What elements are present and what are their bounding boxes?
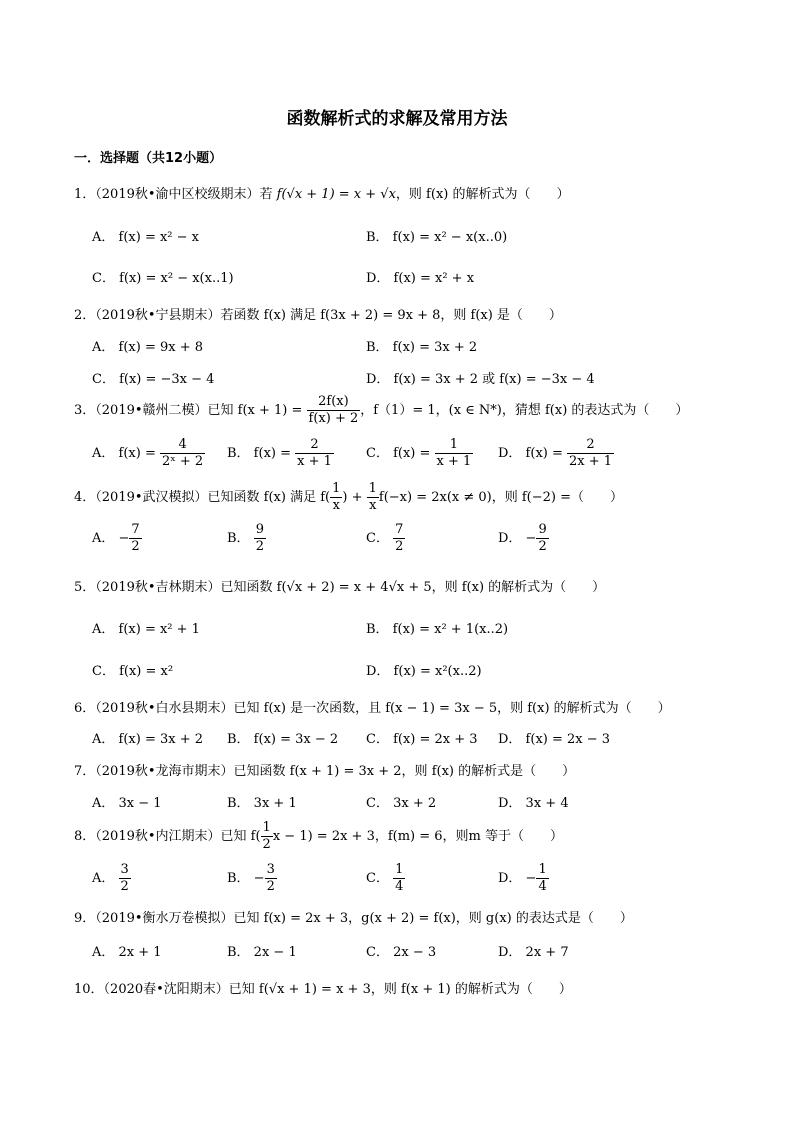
- option-numerator: 1: [435, 437, 474, 454]
- question-2-option-d[interactable]: D． f(x) = 3x + 2 或 f(x) = −3x − 4: [366, 372, 595, 387]
- question-2-stem: 2．（2019秋•宁县期末）若函数 f(x) 满足 f(3x + 2) = 9x + 8，则 f(x) 是（ ）: [74, 308, 562, 323]
- question-4-option-c[interactable]: [366, 522, 405, 555]
- question-7-option-a[interactable]: A． 3x − 1: [92, 796, 162, 811]
- question-4-ask: f(−x) = 2x(x ≠ 0)，则 f(−2) =（ ）: [378, 490, 624, 505]
- option-numerator: 1: [395, 862, 404, 877]
- question-7-option-b[interactable]: B． 3x + 1: [227, 796, 297, 811]
- question-1-option-c[interactable]: C． f(x) = x² − x(x..1): [92, 271, 234, 286]
- option-numerator: 4: [160, 437, 205, 454]
- question-3-option-c[interactable]: [366, 437, 473, 470]
- question-4-stem: [74, 481, 623, 514]
- question-5-option-b[interactable]: B． f(x) = x² + 1(x..2): [366, 622, 509, 637]
- option-numerator: 7: [395, 522, 404, 537]
- question-5-option-a[interactable]: A． f(x) = x² + 1: [92, 622, 200, 637]
- question-5-stem: 5．（2019秋•吉林期末）已知函数 f(√x + 2) = x + 4√x + 5，则 f(x) 的解析式为（ ）: [74, 580, 606, 595]
- option-label: B． −: [227, 871, 265, 886]
- question-1-intro: 1．（2019秋•渝中区校级期末）若: [74, 187, 277, 202]
- option-label: C．: [366, 871, 389, 886]
- option-label: B．: [227, 531, 250, 546]
- question-4-denominator: x: [369, 498, 377, 513]
- question-9-option-b[interactable]: B． 2x − 1: [227, 945, 297, 960]
- question-6-option-c[interactable]: C． f(x) = 2x + 3: [366, 732, 478, 747]
- option-denominator: x + 1: [436, 454, 472, 469]
- question-3-stem: [74, 394, 688, 427]
- question-9-stem: 9．（2019•衡水万卷模拟）已知 f(x) = 2x + 3，g(x + 2) = f(x)，则 g(x) 的表达式是（ ）: [74, 911, 633, 926]
- question-8-ask: x − 1) = 2x + 3，f(m) = 6，则m 等于（ ）: [272, 829, 564, 844]
- question-1-option-b[interactable]: B． f(x) = x² − x(x..0): [366, 230, 508, 245]
- question-2-option-c[interactable]: C． f(x) = −3x − 4: [92, 372, 215, 387]
- option-label: A．: [92, 871, 115, 886]
- question-3-option-b[interactable]: [227, 437, 334, 470]
- option-label: C．: [366, 531, 389, 546]
- option-label: C． f(x) =: [366, 446, 431, 461]
- question-4-option-a[interactable]: [92, 522, 142, 555]
- option-denominator: 2: [131, 539, 140, 554]
- option-denominator: 4: [395, 879, 404, 894]
- question-6-option-b[interactable]: B． f(x) = 3x − 2: [227, 732, 339, 747]
- option-numerator: 9: [538, 522, 547, 537]
- question-1-option-d[interactable]: D． f(x) = x² + x: [366, 271, 475, 286]
- question-9-option-c[interactable]: C． 2x − 3: [366, 945, 437, 960]
- question-3-denominator: f(x) + 2: [308, 411, 359, 426]
- option-label: D． −: [498, 531, 537, 546]
- question-3-option-a[interactable]: [92, 437, 205, 470]
- question-7-option-c[interactable]: C． 3x + 2: [366, 796, 437, 811]
- question-8-stem: [74, 820, 563, 853]
- question-8-option-a[interactable]: [92, 862, 131, 895]
- question-1-ask: ，则 f(x) 的解析式为（ ）: [395, 187, 570, 202]
- question-8-numerator: 1: [262, 820, 271, 835]
- question-3-intro: 3．（2019•赣州二模）已知 f(x + 1) =: [74, 403, 307, 418]
- question-9-option-a[interactable]: A． 2x + 1: [92, 945, 162, 960]
- question-3-ask: ，f（1）= 1，(x ∈ N*)，猜想 f(x) 的表达式为（ ）: [360, 403, 689, 418]
- option-denominator: 4: [538, 879, 547, 894]
- option-denominator: 2: [255, 539, 264, 554]
- question-5-option-c[interactable]: C． f(x) = x²: [92, 664, 174, 679]
- option-denominator: 2: [538, 539, 547, 554]
- option-label: A． −: [92, 531, 130, 546]
- question-4-denominator: x: [332, 498, 340, 513]
- question-7-option-d[interactable]: D． 3x + 4: [498, 796, 569, 811]
- option-numerator: 9: [255, 522, 264, 537]
- question-4-numerator: 1: [332, 481, 341, 496]
- question-6-option-d[interactable]: D． f(x) = 2x − 3: [498, 732, 611, 747]
- question-5-option-d[interactable]: D． f(x) = x²(x..2): [366, 664, 482, 679]
- question-8-option-b[interactable]: [227, 862, 277, 895]
- question-10-stem: 10．（2020春•沈阳期末）已知 f(√x + 1) = x + 3，则 f(x + 1) 的解析式为（ ）: [74, 982, 572, 997]
- option-denominator: x + 1: [297, 454, 332, 469]
- option-numerator: 2: [567, 437, 614, 454]
- question-4-plus: ) +: [342, 490, 367, 505]
- question-6-stem: 6．（2019秋•白水县期末）已知 f(x) 是一次函数，且 f(x − 1) = 3x − 5，则 f(x) 的解析式为（ ）: [74, 701, 671, 716]
- option-numerator: 3: [120, 862, 129, 877]
- question-4-numerator: 1: [368, 481, 377, 496]
- question-4-option-b[interactable]: [227, 522, 266, 555]
- option-label: D． f(x) =: [498, 446, 563, 461]
- question-1-option-a[interactable]: A． f(x) = x² − x: [92, 230, 199, 245]
- question-7-stem: 7．（2019秋•龙海市期末）已知函数 f(x + 1) = 3x + 2，则 f(x) 的解析式是（ ）: [74, 764, 576, 779]
- question-8-option-c[interactable]: [366, 862, 405, 895]
- option-label: A． f(x) =: [92, 446, 156, 461]
- option-denominator: 2x + 1: [569, 454, 613, 469]
- question-2-option-b[interactable]: B． f(x) = 3x + 2: [366, 340, 478, 355]
- question-8-option-d[interactable]: [498, 862, 549, 895]
- question-1-stem: [74, 183, 569, 202]
- option-label: B． f(x) =: [227, 446, 291, 461]
- option-numerator: 3: [266, 862, 275, 877]
- question-8-denominator: 2: [262, 837, 271, 852]
- question-3-option-d[interactable]: [498, 437, 614, 470]
- option-denominator: 2: [266, 879, 275, 894]
- question-2-option-a[interactable]: A． f(x) = 9x + 8: [92, 340, 203, 355]
- option-label: D． −: [498, 871, 537, 886]
- option-denominator: 2: [395, 539, 404, 554]
- question-4-intro: 4．（2019•武汉模拟）已知函数 f(x) 满足 f(: [74, 490, 331, 505]
- question-9-option-d[interactable]: D． 2x + 7: [498, 945, 569, 960]
- section-heading: 一．选择题（共12小题）: [74, 151, 223, 166]
- question-1-formula: f(√x + 1) = x + √x: [276, 187, 396, 202]
- option-numerator: 1: [538, 862, 547, 877]
- option-numerator: 7: [131, 522, 140, 537]
- question-3-fraction: [307, 394, 361, 427]
- page-title: 函数解析式的求解及常用方法: [286, 109, 508, 129]
- option-numerator: 2: [295, 437, 334, 454]
- question-4-option-d[interactable]: [498, 522, 549, 555]
- question-3-numerator: 2f(x): [307, 394, 361, 411]
- option-denominator: 2: [120, 879, 129, 894]
- option-denominator: 2ˣ + 2: [161, 454, 204, 469]
- question-8-intro: 8．（2019秋•内江期末）已知 f(: [74, 829, 261, 844]
- question-6-option-a[interactable]: A． f(x) = 3x + 2: [92, 732, 203, 747]
